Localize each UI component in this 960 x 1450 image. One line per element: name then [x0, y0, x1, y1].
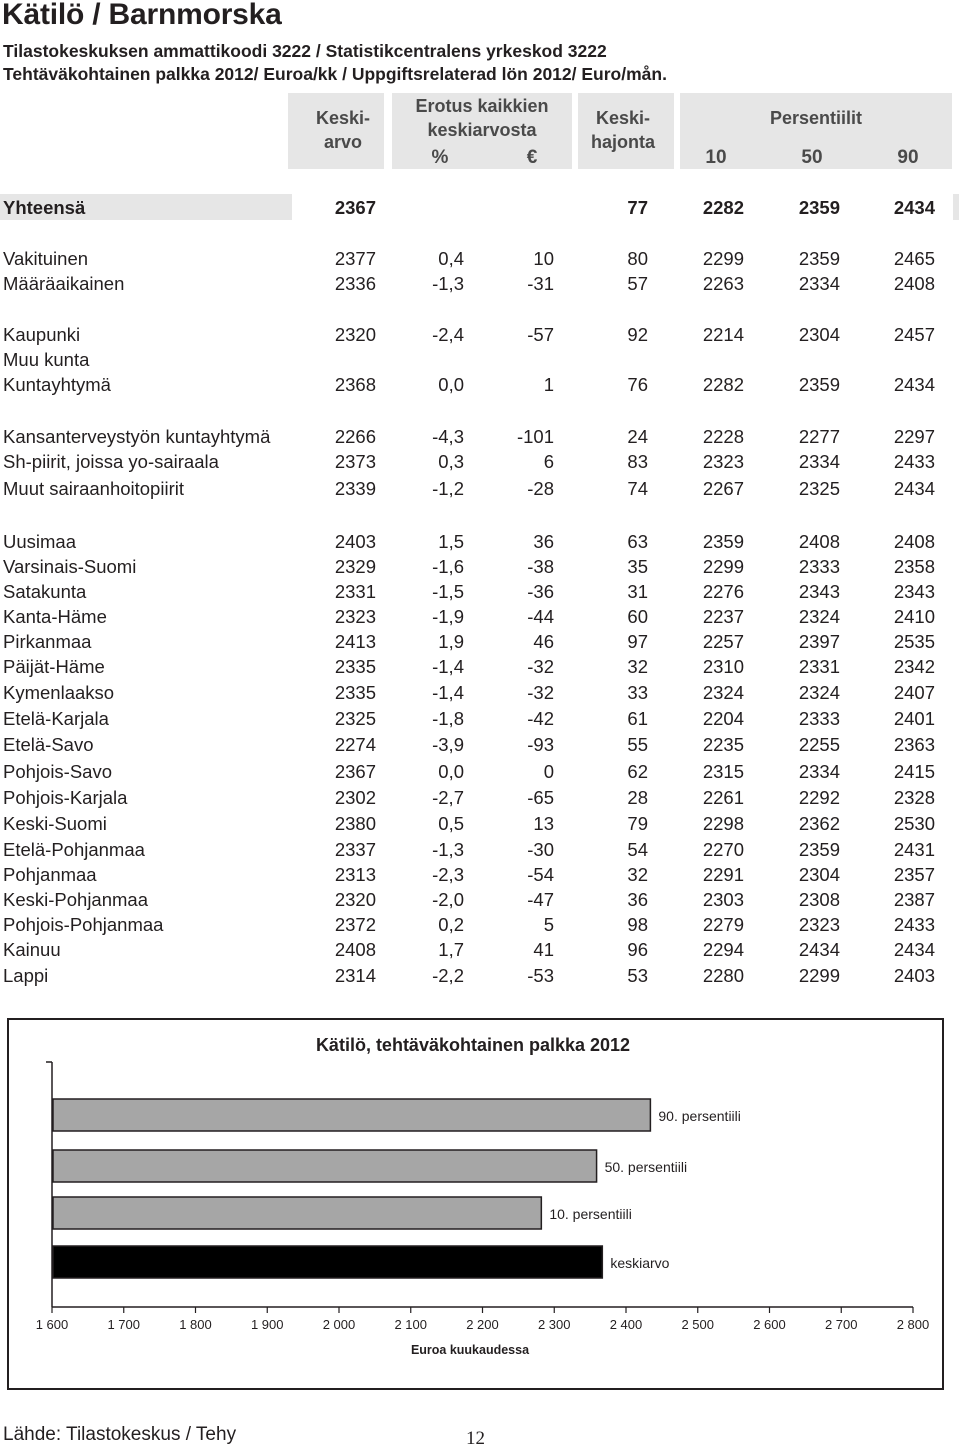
cell-average: 2320 — [334, 324, 376, 345]
cell-diff-euro: -57 — [527, 324, 554, 345]
cell-average: 2323 — [334, 606, 376, 627]
header-avg — [288, 106, 398, 154]
row-label: Pohjois-Karjala — [3, 787, 128, 808]
cell-percentile-10: 2228 — [702, 426, 744, 447]
row-label: Pirkanmaa — [3, 631, 92, 652]
cell-diff-percent: -2,2 — [432, 965, 464, 986]
x-tick-label: 1 700 — [107, 1317, 141, 1332]
header-diff — [392, 94, 572, 142]
table-row — [0, 812, 960, 836]
cell-diff-percent: -1,3 — [432, 839, 464, 860]
cell-std-deviation: 55 — [627, 734, 648, 755]
row-label: Päijät-Häme — [3, 656, 105, 677]
cell-average: 2373 — [334, 451, 376, 472]
cell-percentile-90: 2433 — [893, 451, 935, 472]
row-label: Muu kunta — [3, 349, 90, 370]
cell-diff-percent: 0,0 — [438, 374, 464, 395]
cell-percentile-90: 2410 — [893, 606, 935, 627]
x-axis-label: Euroa kuukaudessa — [410, 1343, 530, 1357]
cell-percentile-50: 2292 — [798, 787, 840, 808]
cell-percentile-50: 2397 — [798, 631, 840, 652]
row-label: Pohjois-Pohjanmaa — [3, 914, 164, 935]
header-avg-line1: Keski- — [315, 108, 371, 128]
cell-percentile-90: 2434 — [893, 478, 935, 499]
cell-std-deviation: 28 — [627, 787, 648, 808]
cell-percentile-10: 2294 — [702, 939, 744, 960]
x-tick-label: 2 500 — [681, 1317, 715, 1332]
table-row — [0, 681, 960, 705]
cell-percentile-50: 2434 — [798, 939, 840, 960]
cell-std-deviation: 96 — [627, 939, 648, 960]
cell-average: 2367 — [334, 197, 376, 218]
cell-average: 2339 — [334, 478, 376, 499]
cell-average: 2377 — [334, 248, 376, 269]
table-row — [0, 425, 960, 449]
cell-percentile-10: 2279 — [702, 914, 744, 935]
cell-diff-percent: -2,7 — [432, 787, 464, 808]
cell-percentile-50: 2334 — [798, 273, 840, 294]
x-tick-label: 2 600 — [753, 1317, 786, 1332]
cell-percentile-10: 2282 — [702, 197, 744, 218]
header-avg-line2: arvo — [323, 132, 363, 152]
cell-std-deviation: 54 — [627, 839, 648, 860]
cell-diff-percent: -4,3 — [432, 426, 464, 447]
row-label: Pohjois-Savo — [3, 761, 113, 782]
cell-percentile-10: 2323 — [702, 451, 744, 472]
cell-percentile-50: 2359 — [798, 197, 840, 218]
table-row — [0, 477, 960, 501]
cell-diff-percent: -1,4 — [432, 682, 464, 703]
row-label: Satakunta — [3, 581, 87, 602]
cell-percentile-10: 2235 — [702, 734, 744, 755]
cell-average: 2335 — [334, 682, 376, 703]
cell-percentile-10: 2298 — [702, 813, 744, 834]
cell-std-deviation: 77 — [627, 197, 648, 218]
cell-percentile-90: 2434 — [893, 939, 935, 960]
cell-percentile-50: 2333 — [798, 708, 840, 729]
cell-diff-percent: 1,5 — [438, 531, 464, 552]
cell-diff-percent: -1,5 — [432, 581, 464, 602]
cell-percentile-50: 2359 — [798, 248, 840, 269]
cell-diff-euro: -31 — [527, 273, 554, 294]
cell-diff-euro: -36 — [527, 581, 554, 602]
cell-average: 2302 — [334, 787, 376, 808]
cell-percentile-50: 2362 — [798, 813, 840, 834]
cell-average: 2266 — [334, 426, 376, 447]
cell-diff-euro: -93 — [527, 734, 554, 755]
header-p10: 10 — [705, 147, 727, 168]
table-row — [0, 450, 960, 474]
bar-90-persentiili — [53, 1099, 650, 1131]
cell-diff-percent: 0,0 — [438, 761, 464, 782]
cell-percentile-10: 2299 — [702, 556, 744, 577]
cell-percentile-90: 2342 — [893, 656, 935, 677]
cell-diff-percent: -1,4 — [432, 656, 464, 677]
cell-percentile-10: 2261 — [702, 787, 744, 808]
chart-title: Kätilö, tehtäväkohtainen palkka 2012 — [315, 1035, 631, 1055]
row-label: Vakituinen — [3, 248, 89, 269]
cell-std-deviation: 63 — [627, 531, 648, 552]
cell-diff-euro: -30 — [527, 839, 554, 860]
cell-average: 2367 — [334, 761, 376, 782]
cell-average: 2313 — [334, 864, 376, 885]
cell-percentile-50: 2325 — [798, 478, 840, 499]
table-row — [0, 913, 960, 937]
x-tick-label: 1 600 — [35, 1317, 69, 1332]
x-tick-label: 1 800 — [179, 1317, 212, 1332]
cell-diff-euro: 6 — [543, 451, 554, 472]
cell-std-deviation: 79 — [627, 813, 648, 834]
table-row — [0, 655, 960, 679]
cell-percentile-50: 2359 — [798, 839, 840, 860]
table-row — [0, 605, 960, 629]
cell-std-deviation: 57 — [627, 273, 648, 294]
cell-percentile-90: 2434 — [893, 197, 935, 218]
cell-diff-percent: -1,6 — [432, 556, 464, 577]
table-row — [0, 323, 960, 347]
cell-percentile-50: 2334 — [798, 451, 840, 472]
cell-percentile-90: 2530 — [893, 813, 935, 834]
source-note: Lähde: Tilastokeskus / Tehy — [3, 1424, 237, 1445]
cell-diff-percent: -2,0 — [432, 889, 464, 910]
cell-diff-euro: 5 — [543, 914, 554, 935]
subtitle-salary-description: Tehtäväkohtainen palkka 2012/ Euroa/kk / Uppgiftsrelaterad lön 2012/ Euro/mån. — [3, 64, 667, 84]
cell-diff-percent: 0,5 — [438, 813, 464, 834]
cell-diff-euro: -28 — [527, 478, 554, 499]
cell-std-deviation: 62 — [627, 761, 648, 782]
row-label: Etelä-Savo — [3, 734, 94, 755]
cell-diff-percent: 0,2 — [438, 914, 464, 935]
cell-percentile-90: 2401 — [893, 708, 935, 729]
cell-average: 2335 — [334, 656, 376, 677]
cell-std-deviation: 33 — [627, 682, 648, 703]
cell-percentile-90: 2357 — [893, 864, 935, 885]
cell-percentile-50: 2324 — [798, 682, 840, 703]
cell-percentile-10: 2276 — [702, 581, 744, 602]
x-tick-label: 2 000 — [322, 1317, 356, 1332]
cell-average: 2403 — [334, 531, 376, 552]
page-title: Kätilö / Barnmorska — [2, 0, 282, 31]
subtitle-occupation-code: Tilastokeskuksen ammattikoodi 3222 / Statistikcentralens yrkeskod 3222 — [3, 41, 607, 61]
cell-diff-euro: -101 — [516, 426, 554, 447]
row-label: Kuntayhtymä — [3, 374, 111, 395]
table-row — [0, 247, 960, 271]
cell-percentile-50: 2304 — [798, 864, 840, 885]
cell-percentile-10: 2299 — [702, 248, 744, 269]
cell-percentile-50: 2331 — [798, 656, 840, 677]
cell-percentile-90: 2363 — [893, 734, 935, 755]
cell-percentile-10: 2310 — [702, 656, 744, 677]
bar-50-persentiili — [53, 1150, 597, 1182]
cell-percentile-10: 2257 — [702, 631, 744, 652]
header-diff-pct: % — [431, 147, 449, 168]
header-std — [578, 106, 668, 154]
header-std-line2: hajonta — [590, 132, 655, 152]
cell-percentile-50: 2277 — [798, 426, 840, 447]
table-row — [0, 373, 960, 397]
cell-std-deviation: 98 — [627, 914, 648, 935]
table-row — [0, 196, 960, 220]
cell-percentile-50: 2333 — [798, 556, 840, 577]
cell-percentile-90: 2415 — [893, 761, 935, 782]
cell-percentile-10: 2267 — [702, 478, 744, 499]
cell-percentile-50: 2334 — [798, 761, 840, 782]
cell-diff-percent: -2,3 — [432, 864, 464, 885]
cell-average: 2336 — [334, 273, 376, 294]
cell-percentile-90: 2434 — [893, 374, 935, 395]
cell-std-deviation: 76 — [627, 374, 648, 395]
cell-std-deviation: 53 — [627, 965, 648, 986]
cell-average: 2413 — [334, 631, 376, 652]
bar-10-persentiili — [53, 1197, 541, 1229]
cell-diff-euro: 46 — [533, 631, 554, 652]
row-label: Kaupunki — [3, 324, 81, 345]
cell-percentile-50: 2343 — [798, 581, 840, 602]
table-row — [0, 630, 960, 654]
cell-percentile-90: 2465 — [893, 248, 935, 269]
row-label: Muut sairaanhoitopiirit — [3, 478, 184, 499]
cell-diff-percent: -1,2 — [432, 478, 464, 499]
cell-percentile-10: 2280 — [702, 965, 744, 986]
cell-percentile-90: 2408 — [893, 273, 935, 294]
cell-percentile-50: 2323 — [798, 914, 840, 935]
cell-std-deviation: 83 — [627, 451, 648, 472]
cell-percentile-90: 2457 — [893, 324, 935, 345]
row-label: Varsinais-Suomi — [3, 556, 137, 577]
cell-diff-percent: -2,4 — [432, 324, 464, 345]
cell-average: 2368 — [334, 374, 376, 395]
row-label: Yhteensä — [3, 197, 86, 218]
chart-canvas — [9, 1020, 946, 1392]
cell-average: 2408 — [334, 939, 376, 960]
x-tick-label: 2 700 — [824, 1317, 858, 1332]
salary-chart — [7, 1018, 944, 1390]
cell-percentile-50: 2324 — [798, 606, 840, 627]
cell-percentile-90: 2297 — [893, 426, 935, 447]
cell-std-deviation: 61 — [627, 708, 648, 729]
cell-average: 2325 — [334, 708, 376, 729]
table-row — [0, 580, 960, 604]
cell-diff-percent: -1,3 — [432, 273, 464, 294]
row-label: Etelä-Pohjanmaa — [3, 839, 145, 860]
cell-average: 2331 — [334, 581, 376, 602]
cell-std-deviation: 32 — [627, 864, 648, 885]
x-tick-label: 2 400 — [609, 1317, 643, 1332]
header-std-line1: Keski- — [595, 108, 651, 128]
cell-std-deviation: 74 — [627, 478, 648, 499]
cell-percentile-90: 2433 — [893, 914, 935, 935]
cell-percentile-10: 2291 — [702, 864, 744, 885]
cell-diff-percent: 0,3 — [438, 451, 464, 472]
cell-percentile-90: 2328 — [893, 787, 935, 808]
cell-percentile-10: 2324 — [702, 682, 744, 703]
cell-diff-percent: 1,7 — [438, 939, 464, 960]
cell-diff-percent: -1,8 — [432, 708, 464, 729]
table-row — [0, 888, 960, 912]
cell-std-deviation: 24 — [627, 426, 648, 447]
cell-percentile-10: 2263 — [702, 273, 744, 294]
cell-diff-euro: -38 — [527, 556, 554, 577]
cell-percentile-50: 2308 — [798, 889, 840, 910]
header-diff-line1: Erotus kaikkien — [415, 96, 549, 116]
cell-percentile-10: 2237 — [702, 606, 744, 627]
cell-percentile-10: 2214 — [702, 324, 744, 345]
table-row — [0, 938, 960, 962]
row-label: Kanta-Häme — [3, 606, 107, 627]
bar-label: 50. persentiili — [604, 1159, 688, 1175]
cell-std-deviation: 92 — [627, 324, 648, 345]
table-row — [0, 348, 960, 372]
cell-average: 2329 — [334, 556, 376, 577]
cell-average: 2372 — [334, 914, 376, 935]
cell-percentile-50: 2408 — [798, 531, 840, 552]
cell-average: 2314 — [334, 965, 376, 986]
cell-diff-euro: -65 — [527, 787, 554, 808]
table-row — [0, 733, 960, 757]
table-row — [0, 838, 960, 862]
cell-std-deviation: 80 — [627, 248, 648, 269]
bar-label: 10. persentiili — [549, 1206, 632, 1222]
cell-diff-percent: -1,9 — [432, 606, 464, 627]
cell-diff-euro: -32 — [527, 682, 554, 703]
cell-percentile-10: 2315 — [702, 761, 744, 782]
cell-diff-percent: -3,9 — [432, 734, 464, 755]
row-label: Etelä-Karjala — [3, 708, 109, 729]
cell-diff-percent: 0,4 — [438, 248, 464, 269]
cell-average: 2320 — [334, 889, 376, 910]
cell-diff-euro: -42 — [527, 708, 554, 729]
cell-percentile-50: 2359 — [798, 374, 840, 395]
table-row — [0, 786, 960, 810]
bar-label: 90. persentiili — [658, 1108, 741, 1124]
cell-average: 2380 — [334, 813, 376, 834]
x-tick-label: 2 200 — [466, 1317, 499, 1332]
cell-percentile-10: 2359 — [702, 531, 744, 552]
row-label: Määräaikainen — [3, 273, 125, 294]
x-tick-label: 2 100 — [394, 1317, 428, 1332]
cell-diff-euro: -44 — [527, 606, 554, 627]
cell-std-deviation: 35 — [627, 556, 648, 577]
header-diff-line2: keskiarvosta — [427, 120, 537, 140]
row-label: Uusimaa — [3, 531, 76, 552]
cell-percentile-90: 2358 — [893, 556, 935, 577]
row-label: Pohjanmaa — [3, 864, 97, 885]
bar-label: keskiarvo — [610, 1255, 670, 1271]
cell-percentile-10: 2282 — [702, 374, 744, 395]
cell-average: 2337 — [334, 839, 376, 860]
header-p90: 90 — [897, 147, 919, 168]
cell-std-deviation: 97 — [627, 631, 648, 652]
cell-percentile-90: 2408 — [893, 531, 935, 552]
cell-diff-euro: 0 — [543, 761, 554, 782]
cell-percentile-10: 2204 — [702, 708, 744, 729]
cell-percentile-90: 2431 — [893, 839, 935, 860]
row-label: Kansanterveystyön kuntayhtymä — [3, 426, 271, 447]
table-row — [0, 964, 960, 988]
row-label: Kymenlaakso — [3, 682, 115, 703]
cell-diff-euro: -53 — [527, 965, 554, 986]
cell-diff-euro: 10 — [533, 248, 554, 269]
page-number: 12 — [466, 1428, 485, 1449]
cell-diff-euro: 1 — [543, 374, 554, 395]
cell-percentile-50: 2255 — [798, 734, 840, 755]
row-label: Keski-Suomi — [3, 813, 107, 834]
x-tick-label: 1 900 — [250, 1317, 284, 1332]
cell-percentile-90: 2387 — [893, 889, 935, 910]
bar-keskiarvo — [53, 1246, 602, 1278]
header-p50: 50 — [801, 147, 823, 168]
cell-diff-euro: -32 — [527, 656, 554, 677]
cell-diff-euro: 36 — [533, 531, 554, 552]
header-percentiles: Persentiilit — [769, 108, 863, 128]
x-tick-label: 2 800 — [896, 1317, 930, 1332]
cell-std-deviation: 32 — [627, 656, 648, 677]
table-row — [0, 863, 960, 887]
cell-diff-euro: 13 — [533, 813, 554, 834]
cell-diff-euro: -54 — [527, 864, 554, 885]
cell-percentile-50: 2304 — [798, 324, 840, 345]
cell-diff-euro: 41 — [533, 939, 554, 960]
header-diff-eur: € — [526, 147, 538, 168]
table-row — [0, 530, 960, 554]
row-label: Sh-piirit, joissa yo-sairaala — [3, 451, 219, 472]
row-label: Lappi — [3, 965, 49, 986]
cell-diff-euro: -47 — [527, 889, 554, 910]
cell-std-deviation: 60 — [627, 606, 648, 627]
cell-average: 2274 — [334, 734, 376, 755]
cell-percentile-90: 2535 — [893, 631, 935, 652]
table-row — [0, 760, 960, 784]
table-row — [0, 272, 960, 296]
cell-std-deviation: 36 — [627, 889, 648, 910]
cell-percentile-10: 2270 — [702, 839, 744, 860]
cell-percentile-90: 2403 — [893, 965, 935, 986]
table-row — [0, 555, 960, 579]
cell-std-deviation: 31 — [627, 581, 648, 602]
x-tick-label: 2 300 — [537, 1317, 571, 1332]
row-label: Kainuu — [3, 939, 61, 960]
table-row — [0, 707, 960, 731]
cell-percentile-50: 2299 — [798, 965, 840, 986]
row-label: Keski-Pohjanmaa — [3, 889, 148, 910]
cell-diff-percent: 1,9 — [438, 631, 464, 652]
cell-percentile-10: 2303 — [702, 889, 744, 910]
cell-percentile-90: 2343 — [893, 581, 935, 602]
cell-percentile-90: 2407 — [893, 682, 935, 703]
